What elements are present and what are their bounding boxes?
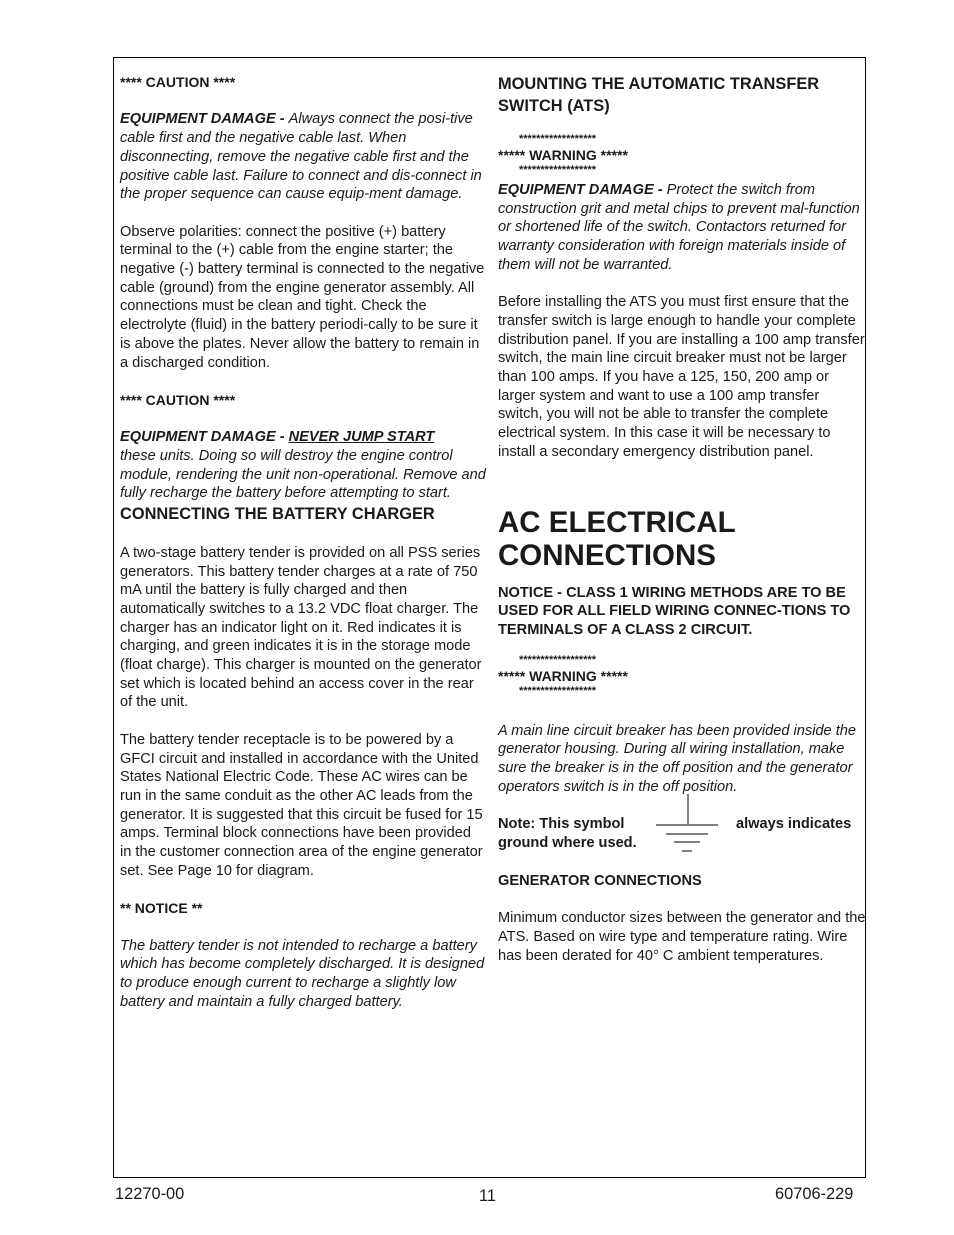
breaker-warning-text: A main line circuit breaker has been provided inside the generator housing. During all wiring installation, make sure the breaker is in the off position and the generator operators switch is in the off position. <box>498 722 857 795</box>
warning-stars-bottom-2: ****************** <box>519 684 597 697</box>
page-number: 11 <box>479 1187 497 1205</box>
right-column <box>498 73 866 965</box>
battery-charger-heading: CONNECTING THE BATTERY CHARGER <box>120 505 435 524</box>
ats-paragraph: Before installing the ATS you must first ensure that the transfer switch is large enough to handle your complete distribution panel. If you are installing a 100 amp transfer switch, the main line circuit breaker must not be larger than 100 amps. If you have a 125, 150, 200 amp or larger system and want to use a 100 amp transfer switch, you will not be able to transfer the complete electrical system. In this case it will be necessary to install a secondary emergency distribution panel. <box>498 294 865 460</box>
caution-label-1: **** CAUTION **** <box>120 74 236 90</box>
notice-text: The battery tender is not intended to recharge a battery which has become completely discharged. It is designed to produce enough current to recharge a slightly low battery and maintain a fully charged battery. <box>120 937 485 1010</box>
charger-paragraph-1: A two-stage battery tender is provided on all PSS series generators. This battery tender charges at a rate of 750 mA until the battery is fully charged and then automatically switches to a 13.2 VDC float charger. The charger has an indicator light on it. Red indicates it is charging, and green indicates it is in the storage mode (float charge). This charger is mounted on the generator set which is located behind an access cover in the rear of the unit. <box>120 544 482 711</box>
charger-paragraph-2: The battery tender receptacle is to be powered by a GFCI circuit and installed in accordance with the United States National Electric Code. These AC wires can be run in the same conduit as the other AC leads from the generator. It is suggested that this circuit be fused for 15 amps. Terminal block connections have been provided in the customer connection area of the engine generator set. See Page 10 for diagram. <box>120 731 483 879</box>
ac-connections-heading: AC ELECTRICAL CONNECTIONS <box>498 505 736 572</box>
ats-heading: MOUNTING THE AUTOMATIC TRANSFER SWITCH (ATS) <box>498 75 820 115</box>
equipment-damage-polarity: EQUIPMENT DAMAGE - Always connect the posi-tive cable first and the negative cable last. When disconnecting, remove the negative cable first and the positive cable last. Failure to connect and dis-connect in the proper sequence can cause equip-ment damage. <box>120 111 482 203</box>
footer-doc-number-right: 60706-229 <box>775 1185 854 1203</box>
class-wiring-notice: NOTICE - CLASS 1 WIRING METHODS ARE TO BE USED FOR ALL FIELD WIRING CONNEC-TIONS TO TERMINALS OF A CLASS 2 CIRCUIT. <box>498 584 851 638</box>
generator-connections-text: Minimum conductor sizes between the generator and the ATS. Based on wire type and temperature rating. Wire has been derated for 40° C ambient temperatures. <box>498 910 866 964</box>
footer-doc-number-left: 12270-00 <box>115 1185 185 1203</box>
polarities-paragraph: Observe polarities: connect the positive (+) battery terminal to the (+) cable from the engine starter; the negative (-) battery terminal is connected to the negative cable (ground) from the engine generator assembly. All connections must be clean and tight. Check the electrolyte (fluid) in the battery periodi-cally to be sure it is above the plates. Never allow the battery to remain in a discharged condition. <box>120 223 485 371</box>
warning-label-2: ***** WARNING ***** <box>498 667 628 684</box>
ground-symbol-note: Note: This symbol always indicates ground where used. <box>498 815 866 853</box>
left-column <box>120 73 486 1011</box>
ground-symbol-icon <box>656 794 720 854</box>
generator-connections-heading: GENERATOR CONNECTIONS <box>498 872 702 889</box>
equipment-damage-jump-start: EQUIPMENT DAMAGE - NEVER JUMP START these units. Doing so will destroy the engine control module, rendering the unit non-operational. Remove and fully recharge the battery before attempting to start. <box>120 429 486 502</box>
warning-stars-bottom: ****************** <box>519 164 597 176</box>
warning-stars-top-2: ****************** <box>519 653 597 666</box>
warning-label-1: ***** WARNING ***** <box>498 147 628 163</box>
equipment-damage-grit: EQUIPMENT DAMAGE - Protect the switch from construction grit and metal chips to prevent mal-function or shortened life of the switch. Contactors returned for warranty consideration with foreign materials inside of them will not be warranted. <box>498 182 860 273</box>
caution-label-2: **** CAUTION **** <box>120 391 236 408</box>
notice-label: ** NOTICE ** <box>120 900 203 917</box>
warning-stars-top: ****************** <box>519 133 597 145</box>
